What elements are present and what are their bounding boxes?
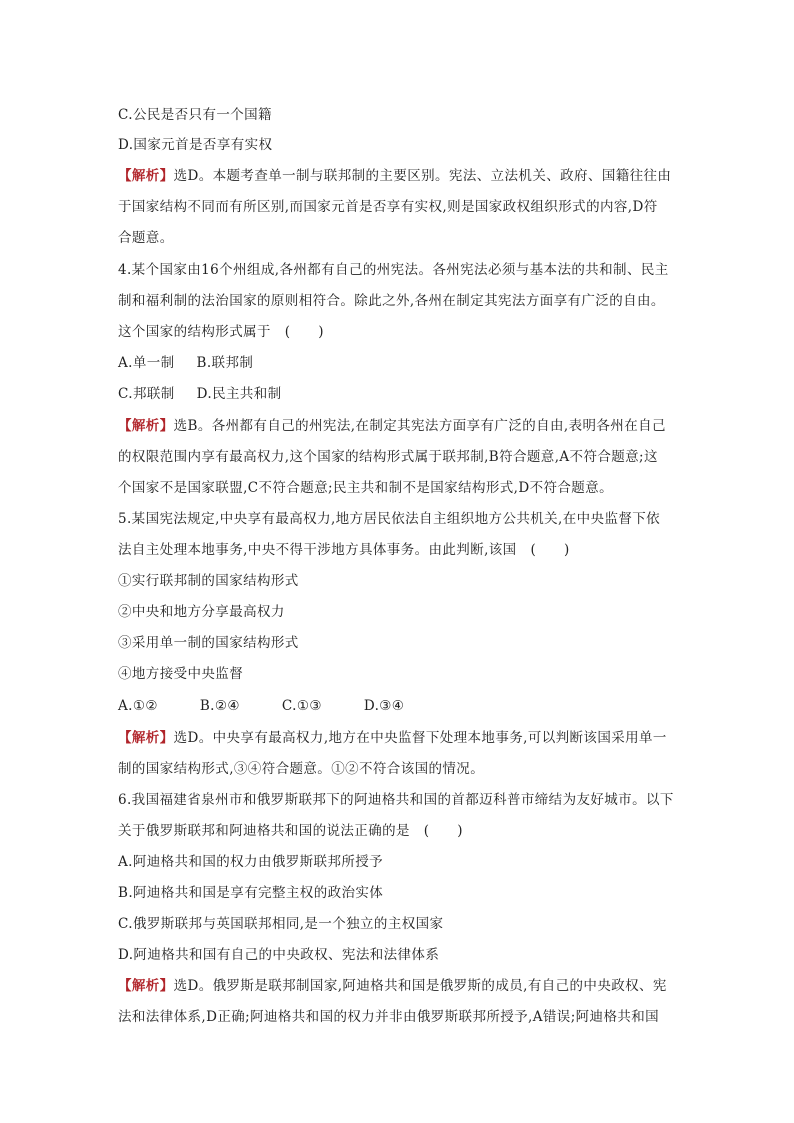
analysis-tag: 【解析】 [118,978,174,994]
analysis-tag: 【解析】 [118,730,174,746]
q6-analysis-line-2: 法和法律体系,D正确;阿迪格共和国的权力并非由俄罗斯联邦所授予,A错误;阿迪格共和国 [118,1009,660,1025]
q5-option-a: A.①② [118,698,158,714]
q6-option-d: D.阿迪格共和国有自己的中央政权、宪法和法律体系 [118,947,440,963]
q4-analysis-line-2: 的权限范围内享有最高权力,这个国家的结构形式属于联邦制,B符合题意,A不符合题意;这 [118,449,658,465]
q5-option-c: C.①③ [281,698,322,714]
analysis-tag: 【解析】 [118,418,174,434]
q5-options-row [118,697,404,715]
q5-stem-line-1: 5.某国宪法规定,中央享有最高权力,地方居民依法自主组织地方公共机关,在中央监督下依 [118,511,661,527]
q5-item-4: ④地方接受中央监督 [118,666,244,682]
q5-stem-line-2: 法自主处理本地事务,中央不得干涉地方具体事务。由此判断,该国 ( ) [118,542,570,558]
q6-option-b: B.阿迪格共和国是享有完整主权的政治实体 [118,885,384,901]
q5-option-b: B.②④ [199,698,240,714]
q5-item-3: ③采用单一制的国家结构形式 [118,635,299,651]
q5-item-2: ②中央和地方分享最高权力 [118,604,285,620]
q4-option-b: B.联邦制 [196,355,254,371]
q4-stem-line-1: 4.某个国家由16个州组成,各州都有自己的州宪法。各州宪法必须与基本法的共和制、民主 [118,262,669,278]
analysis-text: 选D。俄罗斯是联邦制国家,阿迪格共和国是俄罗斯的成员,有自己的中央政权、宪 [173,978,667,994]
q3-analysis-line-1 [118,167,671,185]
q6-option-c: C.俄罗斯联邦与英国联邦相同,是一个独立的主权国家 [118,916,444,932]
q6-analysis-line-1 [118,977,667,995]
q4-option-a: A.单一制 [118,355,175,371]
q4-stem-line-3: 这个国家的结构形式属于 ( ) [118,324,324,340]
analysis-text: 选D。中央享有最高权力,地方在中央监督下处理本地事务,可以判断该国采用单一 [173,730,667,746]
q4-analysis-line-1 [118,417,666,435]
q4-option-d: D.民主共和制 [196,386,282,402]
q3-option-d: D.国家元首是否享有实权 [118,137,273,153]
analysis-text: 选B。各州都有自己的州宪法,在制定其宪法方面享有广泛的自由,表明各州在自己 [173,418,666,434]
q3-analysis-line-3: 合题意。 [118,230,174,246]
q6-stem-line-2: 关于俄罗斯联邦和阿迪格共和国的说法正确的是 ( ) [118,823,463,839]
q5-analysis-line-2: 制的国家结构形式,③④符合题意。①②不符合该国的情况。 [118,761,485,777]
q5-option-d: D.③④ [363,698,405,714]
analysis-tag: 【解析】 [118,168,174,184]
analysis-text: 选D。本题考查单一制与联邦制的主要区别。宪法、立法机关、政府、国籍往往由 [173,168,672,184]
q6-stem-line-1: 6.我国福建省泉州市和俄罗斯联邦下的阿迪格共和国的首都迈科普市缔结为友好城市。以下 [118,792,674,808]
q4-analysis-line-3: 个国家不是国家联盟,C不符合题意;民主共和制不是国家结构形式,D不符合题意。 [118,480,613,496]
q4-stem-line-2: 制和福利制的法治国家的原则相符合。除此之外,各州在制定其宪法方面享有广泛的自由。 [118,293,665,309]
q4-option-c: C.邦联制 [118,386,175,402]
q3-option-c: C.公民是否只有一个国籍 [118,107,272,123]
q5-analysis-line-1 [118,729,667,747]
q5-item-1: ①实行联邦制的国家结构形式 [118,573,299,589]
q4-options-row-1 [118,354,253,372]
q3-analysis-line-2: 于国家结构不同而有所区别,而国家元首是否享有实权,则是国家政权组织形式的内容,D符 [118,199,658,215]
q4-options-row-2 [118,385,282,403]
q6-option-a: A.阿迪格共和国的权力由俄罗斯联邦所授予 [118,854,384,870]
